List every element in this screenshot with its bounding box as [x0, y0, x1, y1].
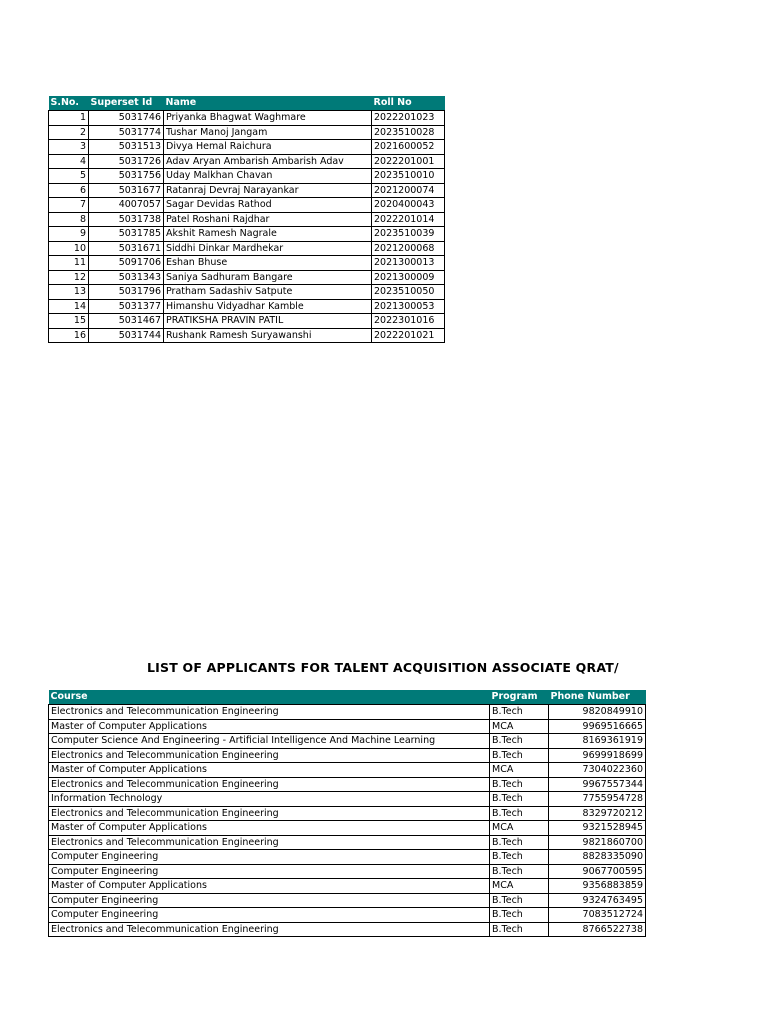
cell-name: Siddhi Dinkar Mardhekar: [164, 241, 372, 256]
cell-program: MCA: [490, 763, 549, 778]
cell-sno: 10: [49, 241, 89, 256]
applicants-id-table: [48, 96, 445, 343]
cell-sno: 9: [49, 227, 89, 242]
cell-name: PRATIKSHA PRAVIN PATIL: [164, 314, 372, 329]
cell-phone-number: 8766522738: [549, 922, 646, 937]
cell-superset-id: 5031796: [89, 285, 164, 300]
table-header-row: [49, 690, 646, 705]
cell-phone-number: 9324763495: [549, 893, 646, 908]
cell-superset-id: 5031377: [89, 299, 164, 314]
cell-superset-id: 5031774: [89, 125, 164, 140]
cell-name: Saniya Sadhuram Bangare: [164, 270, 372, 285]
cell-roll-no: 2021200068: [372, 241, 445, 256]
table-row: [49, 299, 445, 314]
cell-roll-no: 2022201023: [372, 111, 445, 126]
table-row: [49, 212, 445, 227]
cell-program: B.Tech: [490, 893, 549, 908]
cell-roll-no: 2021300053: [372, 299, 445, 314]
cell-course: Master of Computer Applications: [49, 763, 490, 778]
cell-name: Patel Roshani Rajdhar: [164, 212, 372, 227]
cell-superset-id: 5031785: [89, 227, 164, 242]
cell-program: B.Tech: [490, 777, 549, 792]
table-row: [49, 792, 646, 807]
cell-course: Master of Computer Applications: [49, 879, 490, 894]
cell-name: Sagar Devidas Rathod: [164, 198, 372, 213]
cell-sno: 3: [49, 140, 89, 155]
cell-name: Priyanka Bhagwat Waghmare: [164, 111, 372, 126]
cell-name: Uday Malkhan Chavan: [164, 169, 372, 184]
cell-superset-id: 5091706: [89, 256, 164, 271]
cell-course: Computer Engineering: [49, 850, 490, 865]
cell-sno: 14: [49, 299, 89, 314]
table-row: [49, 864, 646, 879]
cell-course: Electronics and Telecommunication Engineering: [49, 705, 490, 720]
table-row: [49, 879, 646, 894]
cell-superset-id: 5031513: [89, 140, 164, 155]
cell-course: Computer Engineering: [49, 908, 490, 923]
cell-phone-number: 9969516665: [549, 719, 646, 734]
cell-roll-no: 2021300013: [372, 256, 445, 271]
cell-sno: 7: [49, 198, 89, 213]
cell-course: Electronics and Telecommunication Engineering: [49, 777, 490, 792]
cell-name: Himanshu Vidyadhar Kamble: [164, 299, 372, 314]
cell-name: Rushank Ramesh Suryawanshi: [164, 328, 372, 343]
cell-roll-no: 2022201001: [372, 154, 445, 169]
table-row: [49, 256, 445, 271]
cell-sno: 15: [49, 314, 89, 329]
table-row: [49, 748, 646, 763]
column-header-roll-no: Roll No: [372, 96, 445, 111]
table-row: [49, 140, 445, 155]
table-row: [49, 314, 445, 329]
table-row: [49, 734, 646, 749]
cell-sno: 5: [49, 169, 89, 184]
cell-name: Tushar Manoj Jangam: [164, 125, 372, 140]
cell-program: B.Tech: [490, 922, 549, 937]
cell-phone-number: 9067700595: [549, 864, 646, 879]
cell-program: B.Tech: [490, 705, 549, 720]
cell-superset-id: 4007057: [89, 198, 164, 213]
column-header-superset-id: Superset Id: [89, 96, 164, 111]
column-header-name: Name: [164, 96, 372, 111]
cell-superset-id: 5031467: [89, 314, 164, 329]
cell-roll-no: 2021200074: [372, 183, 445, 198]
table-row: [49, 763, 646, 778]
cell-superset-id: 5031671: [89, 241, 164, 256]
cell-name: Eshan Bhuse: [164, 256, 372, 271]
table-row: [49, 198, 445, 213]
cell-program: B.Tech: [490, 908, 549, 923]
table-row: [49, 111, 445, 126]
cell-phone-number: 9356883859: [549, 879, 646, 894]
cell-superset-id: 5031343: [89, 270, 164, 285]
cell-phone-number: 9821860700: [549, 835, 646, 850]
table-row: [49, 908, 646, 923]
cell-course: Computer Engineering: [49, 893, 490, 908]
cell-roll-no: 2022301016: [372, 314, 445, 329]
cell-sno: 1: [49, 111, 89, 126]
cell-sno: 16: [49, 328, 89, 343]
cell-roll-no: 2023510039: [372, 227, 445, 242]
cell-course: Electronics and Telecommunication Engineering: [49, 748, 490, 763]
cell-name: Pratham Sadashiv Satpute: [164, 285, 372, 300]
cell-roll-no: 2022201014: [372, 212, 445, 227]
cell-course: Master of Computer Applications: [49, 719, 490, 734]
table-row: [49, 705, 646, 720]
page-title: LIST OF APPLICANTS FOR TALENT ACQUISITION ASSOCIATE QRAT/: [147, 660, 619, 675]
column-header-phone-number: Phone Number: [549, 690, 646, 705]
table-row: [49, 241, 445, 256]
cell-sno: 12: [49, 270, 89, 285]
table-row: [49, 777, 646, 792]
table-row: [49, 922, 646, 937]
cell-roll-no: 2023510050: [372, 285, 445, 300]
table-row: [49, 328, 445, 343]
cell-phone-number: 9820849910: [549, 705, 646, 720]
cell-program: B.Tech: [490, 806, 549, 821]
cell-name: Divya Hemal Raichura: [164, 140, 372, 155]
cell-superset-id: 5031756: [89, 169, 164, 184]
table-row: [49, 270, 445, 285]
cell-roll-no: 2023510028: [372, 125, 445, 140]
cell-program: MCA: [490, 821, 549, 836]
cell-program: B.Tech: [490, 748, 549, 763]
cell-program: MCA: [490, 719, 549, 734]
cell-course: Computer Science And Engineering - Artificial Intelligence And Machine Learning: [49, 734, 490, 749]
cell-roll-no: 2020400043: [372, 198, 445, 213]
table-row: [49, 285, 445, 300]
cell-sno: 13: [49, 285, 89, 300]
table-row: [49, 125, 445, 140]
cell-sno: 11: [49, 256, 89, 271]
table-row: [49, 719, 646, 734]
cell-program: B.Tech: [490, 734, 549, 749]
cell-phone-number: 7083512724: [549, 908, 646, 923]
cell-roll-no: 2022201021: [372, 328, 445, 343]
cell-course: Electronics and Telecommunication Engineering: [49, 806, 490, 821]
cell-phone-number: 8169361919: [549, 734, 646, 749]
cell-roll-no: 2021600052: [372, 140, 445, 155]
cell-superset-id: 5031738: [89, 212, 164, 227]
cell-phone-number: 9699918699: [549, 748, 646, 763]
cell-roll-no: 2023510010: [372, 169, 445, 184]
table-row: [49, 227, 445, 242]
cell-sno: 4: [49, 154, 89, 169]
cell-name: Ratanraj Devraj Narayankar: [164, 183, 372, 198]
table-row: [49, 893, 646, 908]
cell-phone-number: 7304022360: [549, 763, 646, 778]
cell-course: Master of Computer Applications: [49, 821, 490, 836]
cell-program: B.Tech: [490, 864, 549, 879]
column-header-course: Course: [49, 690, 490, 705]
applicants-course-table: [48, 690, 646, 937]
table-row: [49, 169, 445, 184]
cell-course: Electronics and Telecommunication Engineering: [49, 922, 490, 937]
table-row: [49, 850, 646, 865]
cell-course: Computer Engineering: [49, 864, 490, 879]
table-row: [49, 154, 445, 169]
column-header-sno: S.No.: [49, 96, 89, 111]
cell-course: Electronics and Telecommunication Engineering: [49, 835, 490, 850]
cell-superset-id: 5031726: [89, 154, 164, 169]
cell-program: B.Tech: [490, 850, 549, 865]
cell-program: B.Tech: [490, 792, 549, 807]
cell-sno: 6: [49, 183, 89, 198]
cell-sno: 2: [49, 125, 89, 140]
cell-phone-number: 9967557344: [549, 777, 646, 792]
cell-roll-no: 2021300009: [372, 270, 445, 285]
table-row: [49, 183, 445, 198]
cell-program: B.Tech: [490, 835, 549, 850]
table-header-row: [49, 96, 445, 111]
cell-program: MCA: [490, 879, 549, 894]
cell-phone-number: 7755954728: [549, 792, 646, 807]
cell-phone-number: 9321528945: [549, 821, 646, 836]
table-row: [49, 806, 646, 821]
cell-name: Akshit Ramesh Nagrale: [164, 227, 372, 242]
cell-name: Adav Aryan Ambarish Ambarish Adav: [164, 154, 372, 169]
cell-superset-id: 5031744: [89, 328, 164, 343]
cell-sno: 8: [49, 212, 89, 227]
column-header-program: Program: [490, 690, 549, 705]
table-row: [49, 821, 646, 836]
cell-course: Information Technology: [49, 792, 490, 807]
cell-phone-number: 8828335090: [549, 850, 646, 865]
cell-superset-id: 5031746: [89, 111, 164, 126]
table-row: [49, 835, 646, 850]
cell-phone-number: 8329720212: [549, 806, 646, 821]
cell-superset-id: 5031677: [89, 183, 164, 198]
